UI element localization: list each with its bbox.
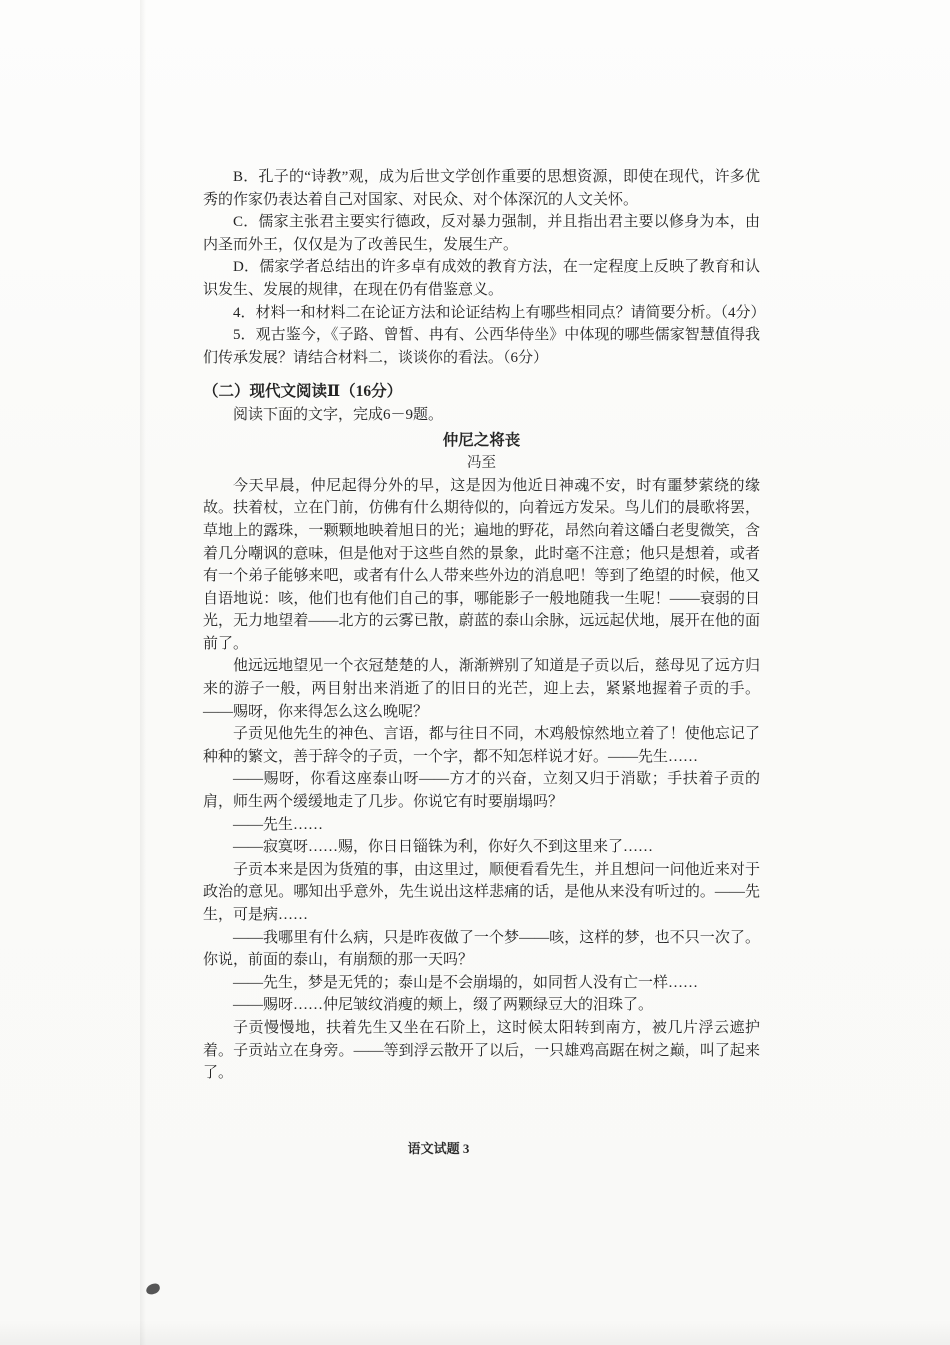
scan-edge-shade	[140, 0, 146, 1345]
passage-paragraph: ——寂寞呀……赐，你日日锱铢为利，你好久不到这里来了……	[233, 839, 654, 856]
passage-paragraph: 子贡见他先生的神色、言语，都与往日不同，木鸡般惊然地立着了！使他忘记了种种的繁文，善于辞令的子贡，一个字，都不知怎样说才好。——先生……	[203, 726, 760, 765]
section-heading: （二）现代文阅读Ⅱ（16分）	[203, 383, 403, 401]
passage-paragraph: ——赐呀……仲尼皱纹消瘦的颊上，缀了两颗绿豆大的泪珠了。	[233, 997, 654, 1014]
option-b: B．孔子的“诗教”观，成为后世文学创作重要的思想资源，即使在现代，许多优秀的作家仍表达着自己对国家、对民众、对个体深沉的人文关怀。	[203, 169, 760, 208]
option-d: D．儒家学者总结出的许多卓有成效的教育方法，在一定程度上反映了教育和认识发生、发展的规律，在现在仍有借鉴意义。	[203, 259, 760, 298]
passage-paragraph: ——先生，梦是无凭的；泰山是不会崩塌的，如同哲人没有亡一样……	[233, 974, 699, 991]
option-c: C．儒家主张君主要实行德政，反对暴力强制，并且指出君主要以修身为本，由内圣而外王，仅仅是为了改善民生，发展生产。	[203, 214, 760, 253]
passage-paragraph: 他远远地望见一个衣冠楚楚的人，渐渐辨别了知道是子贡以后，慈母见了远方归来的游子一般，两目射出来消逝了的旧日的光芒，迎上去，紧紧地握着子贡的手。——赐呀，你来得怎么这么晚呢？	[203, 658, 760, 720]
reading-instruction: 阅读下面的文字，完成6－9题。	[233, 406, 444, 423]
passage-paragraph: ——我哪里有什么病，只是昨夜做了一个梦——咳，这样的梦，也不只一次了。你说，前面的泰山，有崩颓的那一天吗？	[203, 929, 760, 969]
page-content	[203, 166, 766, 1085]
passage-paragraph: 今天早晨，仲尼起得分外的早，这是因为他近日神魂不安，时有噩梦萦绕的缘故。扶着杖，立在门前，仿佛有什么期待似的，向着远方发呆。鸟儿们的晨歌将罢，草地上的露珠，一颗颗地映着旭日的光；遍地的野花，昂然向着这皤白老叟微笑，含着几分嘲讽的意味，但是他对于这些自然的景象，此时毫不注意；他只是想着，或者有一个弟子能够来吧，或者有什么人带来些外边的消息吧！等到了绝望的时候，他又自语地说：咳，他们也有他们自己的事，哪能影子一般地随我一生呢！——衰弱的日光，无力地望着——北方的云雾已散，蔚蓝的泰山余脉，远远起伏地，展开在他的面前了。	[203, 477, 760, 652]
scan-edge-shade-bottom	[0, 1320, 950, 1345]
passage-paragraph: ——先生……	[233, 816, 324, 833]
passage-author: 冯至	[467, 455, 496, 472]
passage-paragraph: 子贡本来是因为货殖的事，由这里过，顺便看看先生，并且想问一问他近来对于政治的意见。哪知出乎意外，先生说出这样悲痛的话，是他从来没有听过的。——先生，可是病……	[203, 861, 760, 923]
page-footer: 语文试题 3	[407, 1141, 470, 1156]
passage-paragraph: ——赐呀，你看这座泰山呀——方才的兴奋，立刻又归于消歇；手扶着子贡的肩，师生两个缓缓地走了几步。你说它有时要崩塌吗？	[203, 771, 760, 811]
scan-smudge	[145, 1282, 161, 1295]
passage-paragraph: 子贡慢慢地，扶着先生又坐在石阶上，这时候太阳转到南方，被几片浮云遮护着。子贡站立在身旁。——等到浮云散开了以后，一只雄鸡高踞在树之巅，叫了起来了。	[203, 1019, 760, 1082]
question-4: 4．材料一和材料二在论证方法和论证结构上有哪些相同点？请简要分析。（4分）	[233, 304, 766, 321]
passage-title: 仲尼之将丧	[442, 431, 521, 449]
question-5: 5．观古鉴今，《子路、曾皙、冉有、公西华侍坐》中体现的哪些儒家智慧值得我们传承发展？请结合材料二，谈谈你的看法。（6分）	[203, 327, 760, 366]
